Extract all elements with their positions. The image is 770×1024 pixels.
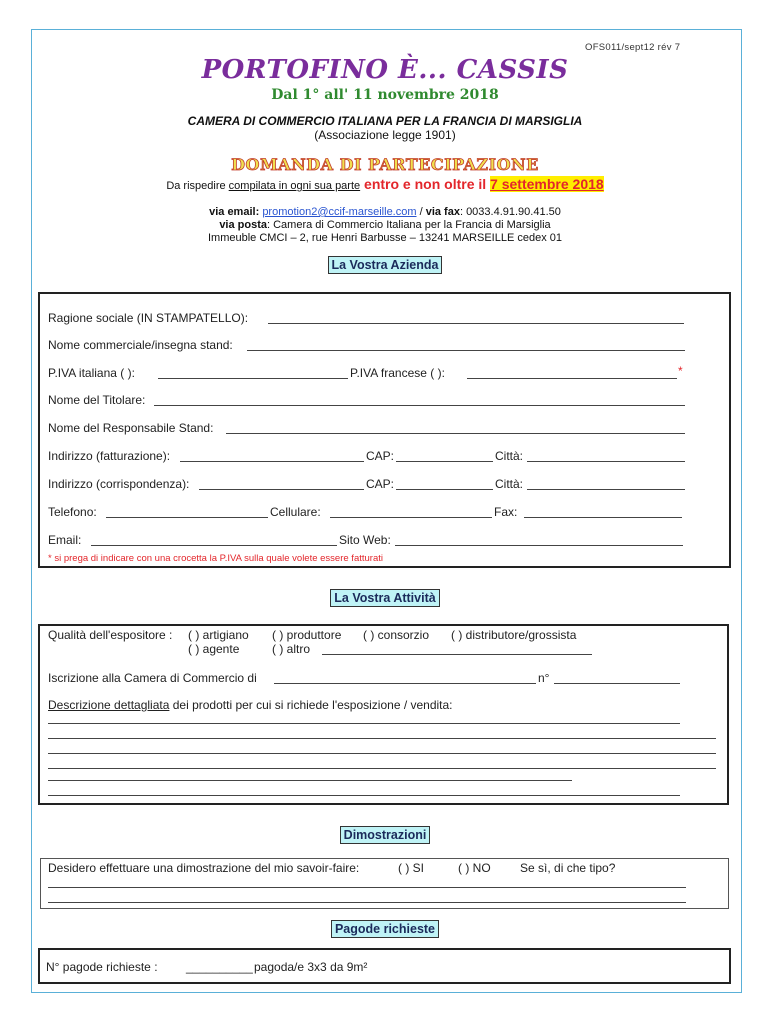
resend-deadline: entro e non oltre il [360,176,491,192]
fax-field[interactable] [524,517,682,518]
piva-italiana-label: P.IVA italiana ( ): [48,366,135,380]
responsabile-label: Nome del Responsabile Stand: [48,421,214,435]
resend-underlined: compilata in ogni sua parte [228,180,361,192]
ragione-sociale-field[interactable] [268,323,684,324]
section-pagode-header [0,920,770,938]
fax-label-field: Fax: [494,505,518,519]
opt-agente[interactable]: ( ) agente [188,642,240,656]
dimostrazione-line-1[interactable] [48,887,686,888]
dimostrazione-tipo: Se sì, di che tipo? [520,861,616,875]
nome-commerciale-label: Nome commerciale/insegna stand: [48,338,233,352]
email-field[interactable] [91,545,337,546]
qualita-label: Qualità dell'espositore : [48,628,173,642]
fax-label: via fax [425,206,460,218]
email-link[interactable]: promotion2@ccif-marseille.com [262,206,417,218]
descrizione-line-5[interactable] [48,780,572,781]
section-attivita-header [0,589,770,607]
iscrizione-field[interactable] [274,683,536,684]
cap-label-2: CAP: [366,477,395,491]
titolare-label: Nome del Titolare: [48,393,146,407]
sito-web-label: Sito Web: [339,533,391,547]
piva-note: * si prega di indicare con una crocetta la P.IVA sulla quale volete essere fatturati [48,553,383,564]
section-azienda-title: La Vostra Azienda [328,256,443,274]
cellulare-label: Cellulare: [270,505,321,519]
piva-francese-label: P.IVA francese ( ): [350,366,445,380]
ragione-sociale-label: Ragione sociale (IN STAMPATELLO): [48,311,249,325]
dimostrazione-question: Desidero effettuare una dimostrazione del mio savoir-faire: [48,861,360,875]
dimostrazione-si[interactable]: ( ) SI [398,861,424,875]
contact-address: Immeuble CMCI – 2, rue Henri Barbusse – 13241 MARSEILLE cedex 01 [207,232,562,244]
email-field-label: Email: [48,533,82,547]
resend-prefix: Da rispedire [166,180,229,192]
numero-label: n° [538,671,550,685]
section-attivita-title: La Vostra Attività [330,589,439,607]
cap-label-1: CAP: [366,449,395,463]
pagode-label: N° pagode richieste : [46,960,158,974]
iscrizione-label: Iscrizione alla Camera di Commercio di [48,671,257,685]
citta-label-1: Città: [495,449,524,463]
piva-italiana-field[interactable] [158,378,348,379]
descrizione-line-4[interactable] [48,768,716,769]
fax-value: : 0033.4.91.90.41.50 [459,206,561,218]
opt-distributore[interactable]: ( ) distributore/grossista [451,628,577,642]
dimostrazione-line-2[interactable] [48,902,686,903]
citta-field-2[interactable] [527,489,685,490]
attivita-box [38,624,729,805]
telefono-label: Telefono: [48,505,97,519]
section-dimostrazioni-header [0,826,770,844]
document-reference: OFS011/sept12 rév 7 [585,42,681,53]
indirizzo-fatturazione-field[interactable] [180,461,364,462]
event-title: PORTOFINO È... CASSIS [201,55,569,85]
indirizzo-corrispondenza-label: Indirizzo (corrispondenza): [48,477,190,491]
citta-label-2: Città: [495,477,524,491]
responsabile-field[interactable] [226,433,685,434]
nome-commerciale-field[interactable] [247,350,685,351]
numero-field[interactable] [554,683,680,684]
descrizione-line-6[interactable] [48,795,680,796]
dimostrazione-no[interactable]: ( ) NO [458,861,491,875]
resend-instruction [0,176,770,192]
indirizzo-corrispondenza-field[interactable] [199,489,364,490]
opt-consorzio[interactable]: ( ) consorzio [363,628,430,642]
descrizione-line-2[interactable] [48,738,716,739]
opt-produttore[interactable]: ( ) produttore [272,628,342,642]
cellulare-field[interactable] [330,517,492,518]
altro-field[interactable] [322,654,592,655]
titolare-field[interactable] [154,405,685,406]
pagode-field[interactable]: __________ [186,960,253,974]
descrizione-rest: dei prodotti per cui si richiede l'esposizione / vendita: [169,698,453,712]
section-pagode-title: Pagode richieste [331,920,439,938]
contact-email-fax: via email: promotion2@ccif-marseille.com / via fax: 0033.4.91.90.41.50 [209,206,561,218]
citta-field-1[interactable] [527,461,685,462]
section-dimostrazioni-title: Dimostrazioni [340,826,431,844]
piva-francese-field[interactable] [467,378,677,379]
descrizione-underlined: Descrizione dettagliata [48,698,170,712]
form-title: DOMANDA DI PARTECIPAZIONE [231,155,539,174]
descrizione-line-3[interactable] [48,753,716,754]
descrizione-label [48,698,453,712]
chamber-name: CAMERA DI COMMERCIO ITALIANA PER LA FRANCIA DI MARSIGLIA [187,114,583,128]
indirizzo-fatturazione-label: Indirizzo (fatturazione): [48,449,171,463]
cap-field-2[interactable] [396,489,493,490]
resend-date: 7 settembre 2018 [490,176,604,192]
event-dates: Dal 1° all' 11 novembre 2018 [271,87,499,103]
telefono-field[interactable] [106,517,268,518]
descrizione-line-1[interactable] [48,723,680,724]
association-note: (Associazione legge 1901) [314,128,456,142]
section-azienda-header [0,256,770,274]
cap-field-1[interactable] [396,461,493,462]
contact-post [0,219,770,231]
opt-artigiano[interactable]: ( ) artigiano [188,628,249,642]
sito-web-field[interactable] [395,545,683,546]
pagode-unit: pagoda/e 3x3 da 9m² [254,960,368,974]
post-label: via posta [219,219,267,231]
opt-altro[interactable]: ( ) altro [272,642,311,656]
email-label: via email [209,206,256,218]
post-value: : Camera di Commercio Italiana per la Francia di Marsiglia [267,219,551,231]
piva-star: * [678,364,683,378]
